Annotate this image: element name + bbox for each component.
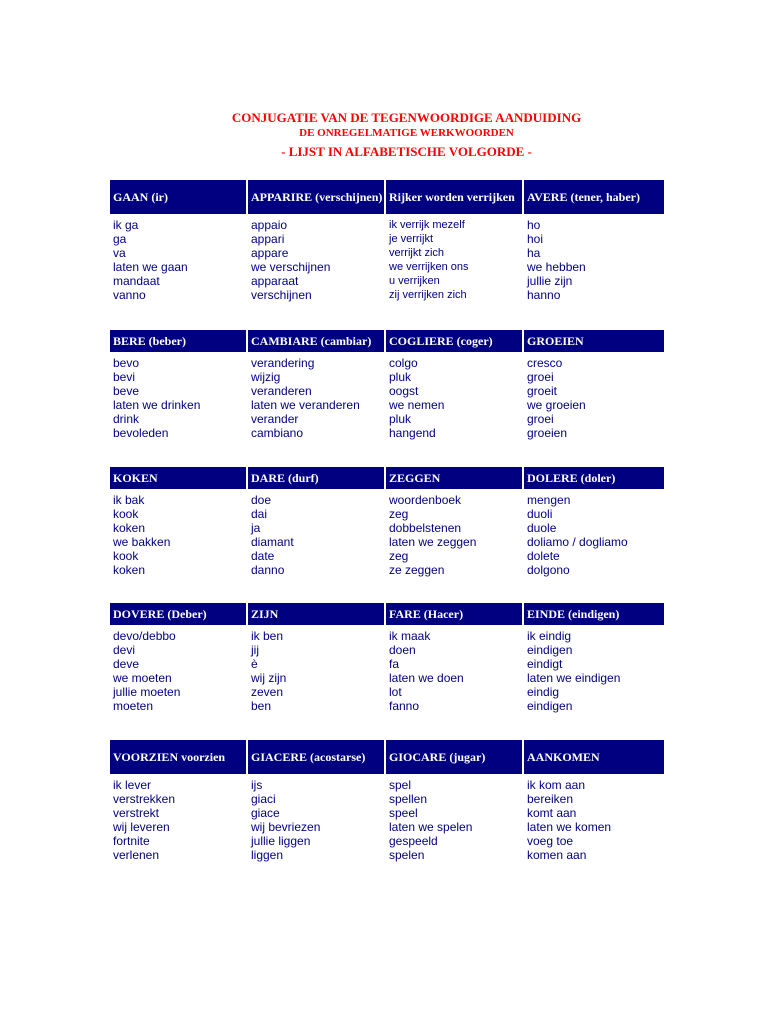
- verb-header: [110, 603, 246, 625]
- conjugation-form: verstrekken: [113, 792, 176, 806]
- conjugation-column: [524, 356, 662, 440]
- conjugation-form: komt aan: [527, 806, 577, 820]
- verb-block: [110, 180, 666, 302]
- conjugation-form: kook: [113, 507, 139, 521]
- conjugation-form: wij bevriezen: [251, 820, 321, 834]
- title-line-2: DE ONREGELMATIGE WERKWOORDEN: [299, 127, 514, 139]
- verb-header-label: COGLIERE (coger): [389, 334, 493, 348]
- conjugation-column: [386, 778, 524, 862]
- verb-header: [386, 603, 522, 625]
- conjugation-form: verander: [251, 412, 299, 426]
- conjugation-form: giaci: [251, 792, 276, 806]
- conjugation-form: jij: [251, 643, 259, 657]
- conjugation-form: wij zijn: [251, 671, 287, 685]
- conjugation-form: liggen: [251, 848, 284, 862]
- verb-header-label: DARE (durf): [251, 471, 319, 485]
- conjugation-form: va: [113, 246, 126, 260]
- verb-header-label: BERE (beber): [113, 334, 186, 348]
- verb-header: [524, 180, 664, 214]
- verb-block: [110, 330, 666, 440]
- conjugation-form: mandaat: [113, 274, 160, 288]
- verb-header-label: ZIJN: [251, 607, 279, 621]
- conjugation-form: groei: [527, 412, 554, 426]
- conjugation-columns: [110, 629, 666, 713]
- conjugation-form: woordenboek: [389, 493, 462, 507]
- conjugation-form: koken: [113, 521, 146, 535]
- conjugation-form: è: [251, 657, 258, 671]
- conjugation-form: ho: [527, 218, 541, 232]
- conjugation-form: ga: [113, 232, 127, 246]
- conjugation-form: laten we spelen: [389, 820, 473, 834]
- conjugation-form: lot: [389, 685, 402, 699]
- conjugation-form: appaio: [251, 218, 288, 232]
- verb-header-label: Rijker worden verrijken: [389, 190, 515, 204]
- conjugation-form: mengen: [527, 493, 571, 507]
- conjugation-form: jullie liggen: [251, 834, 311, 848]
- conjugation-form: gespeeld: [389, 834, 438, 848]
- conjugation-form: kook: [113, 549, 139, 563]
- conjugation-form: zeg: [389, 507, 409, 521]
- conjugation-form: voeg toe: [527, 834, 574, 848]
- title-line-3: - LIJST IN ALFABETISCHE VOLGORDE -: [281, 144, 532, 159]
- verb-header-label: GAAN (ir): [113, 190, 168, 204]
- conjugation-form: ik lever: [113, 778, 152, 792]
- conjugation-form: zeven: [251, 685, 284, 699]
- conjugation-form: je verrijkt: [389, 233, 434, 245]
- conjugation-column: [248, 356, 386, 440]
- conjugation-form: we groeien: [527, 398, 586, 412]
- conjugation-form: pluk: [389, 412, 412, 426]
- conjugation-column: [248, 218, 386, 302]
- conjugation-column: [524, 629, 662, 713]
- title-block: [0, 110, 768, 162]
- conjugation-form: fanno: [389, 699, 420, 713]
- verb-header: [386, 467, 522, 489]
- conjugation-form: bereiken: [527, 792, 574, 806]
- conjugation-form: we verrijken ons: [389, 261, 469, 273]
- conjugation-column: [110, 629, 248, 713]
- conjugation-form: ik ben: [251, 629, 284, 643]
- verb-header-row: [110, 180, 666, 214]
- verb-header: [248, 740, 384, 774]
- conjugation-form: moeten: [113, 699, 154, 713]
- conjugation-form: spel: [389, 778, 412, 792]
- conjugation-form: doen: [389, 643, 416, 657]
- verb-header-label: GIACERE (acostarse): [251, 750, 366, 764]
- conjugation-form: giace: [251, 806, 280, 820]
- conjugation-form: hoi: [527, 232, 544, 246]
- conjugation-form: ja: [251, 521, 261, 535]
- conjugation-form: laten we drinken: [113, 398, 201, 412]
- verb-block: [110, 603, 666, 713]
- conjugation-form: bevi: [113, 370, 136, 384]
- conjugation-form: we moeten: [113, 671, 172, 685]
- conjugation-form: laten we doen: [389, 671, 464, 685]
- conjugation-column: [524, 493, 662, 577]
- conjugation-column: [386, 356, 524, 440]
- verb-header: [386, 180, 522, 214]
- verb-header-label: DOVERE (Deber): [113, 607, 207, 621]
- conjugation-form: verrijkt zich: [389, 247, 445, 259]
- conjugation-form: jullie moeten: [113, 685, 181, 699]
- conjugation-form: beve: [113, 384, 140, 398]
- conjugation-columns: [110, 778, 666, 862]
- verb-header-row: [110, 467, 666, 489]
- conjugation-column: [386, 218, 524, 302]
- conjugation-form: cresco: [527, 356, 563, 370]
- verb-block: [110, 740, 666, 862]
- conjugation-form: jullie zijn: [527, 274, 573, 288]
- conjugation-form: bevo: [113, 356, 140, 370]
- conjugation-form: hangend: [389, 426, 436, 440]
- conjugation-column: [524, 778, 662, 862]
- conjugation-form: deve: [113, 657, 140, 671]
- conjugation-form: zeg: [389, 549, 409, 563]
- verb-header: [524, 467, 664, 489]
- conjugation-form: devo/debbo: [113, 629, 176, 643]
- conjugation-form: koken: [113, 563, 146, 577]
- conjugation-form: eindigen: [527, 699, 573, 713]
- verb-block: [110, 467, 666, 577]
- conjugation-form: ik ga: [113, 218, 139, 232]
- verb-header: [110, 740, 246, 774]
- verb-header-label: KOKEN: [113, 471, 158, 485]
- conjugation-form: veranderen: [251, 384, 312, 398]
- conjugation-form: dai: [251, 507, 268, 521]
- conjugation-form: drink: [113, 412, 140, 426]
- conjugation-form: danno: [251, 563, 285, 577]
- conjugation-form: duole: [527, 521, 557, 535]
- verb-header: [248, 330, 384, 352]
- verb-header-label: VOORZIEN voorzien: [113, 750, 226, 764]
- conjugation-form: laten we gaan: [113, 260, 188, 274]
- conjugation-form: ik kom aan: [527, 778, 586, 792]
- conjugation-form: date: [251, 549, 275, 563]
- verb-header-label: EINDE (eindigen): [527, 607, 620, 621]
- conjugation-form: pluk: [389, 370, 412, 384]
- conjugation-column: [110, 218, 248, 302]
- conjugation-column: [248, 778, 386, 862]
- conjugation-form: dolgono: [527, 563, 570, 577]
- conjugation-form: laten we veranderen: [251, 398, 360, 412]
- conjugation-form: groeien: [527, 426, 568, 440]
- verb-header-row: [110, 603, 666, 625]
- conjugation-form: verandering: [251, 356, 315, 370]
- conjugation-form: duoli: [527, 507, 553, 521]
- conjugation-column: [386, 493, 524, 577]
- verb-header: [110, 467, 246, 489]
- conjugation-form: verschijnen: [251, 288, 312, 302]
- conjugation-form: doe: [251, 493, 272, 507]
- conjugation-columns: [110, 218, 666, 302]
- conjugation-form: spelen: [389, 848, 425, 862]
- verb-header: [110, 180, 246, 214]
- conjugation-form: fortnite: [113, 834, 150, 848]
- conjugation-columns: [110, 356, 666, 440]
- conjugation-form: ik verrijk mezelf: [389, 219, 465, 231]
- verb-header-label: FARE (Hacer): [389, 607, 464, 621]
- conjugation-form: devi: [113, 643, 136, 657]
- conjugation-form: speel: [389, 806, 418, 820]
- conjugation-column: [524, 218, 662, 302]
- conjugation-form: apparaat: [251, 274, 299, 288]
- conjugation-form: wij leveren: [113, 820, 170, 834]
- conjugation-form: we verschijnen: [251, 260, 331, 274]
- conjugation-column: [110, 493, 248, 577]
- conjugation-form: komen aan: [527, 848, 587, 862]
- conjugation-form: we bakken: [113, 535, 171, 549]
- verb-header: [524, 330, 664, 352]
- conjugation-form: groeit: [527, 384, 558, 398]
- conjugation-form: ha: [527, 246, 541, 260]
- conjugation-form: colgo: [389, 356, 418, 370]
- conjugation-form: diamant: [251, 535, 294, 549]
- conjugation-form: eindigt: [527, 657, 563, 671]
- conjugation-form: ik maak: [389, 629, 431, 643]
- verb-header-label: GROEIEN: [527, 334, 584, 348]
- conjugation-form: ik eindig: [527, 629, 572, 643]
- verb-header-label: AVERE (tener, haber): [527, 190, 640, 204]
- conjugation-column: [248, 493, 386, 577]
- conjugation-form: doliamo / dogliamo: [527, 535, 628, 549]
- conjugation-column: [110, 356, 248, 440]
- conjugation-form: we nemen: [389, 398, 445, 412]
- verb-header: [248, 603, 384, 625]
- conjugation-form: spellen: [389, 792, 428, 806]
- verb-header-label: AANKOMEN: [527, 750, 600, 764]
- conjugation-column: [386, 629, 524, 713]
- conjugation-form: laten we eindigen: [527, 671, 621, 685]
- conjugation-form: eindigen: [527, 643, 573, 657]
- verb-header: [110, 330, 246, 352]
- verb-header-row: [110, 740, 666, 774]
- conjugation-form: ik bak: [113, 493, 145, 507]
- conjugation-form: cambiano: [251, 426, 304, 440]
- conjugation-form: oogst: [389, 384, 419, 398]
- conjugation-form: fa: [389, 657, 400, 671]
- conjugation-form: vanno: [113, 288, 146, 302]
- verb-header-label: GIOCARE (jugar): [389, 750, 486, 764]
- conjugation-form: u verrijken: [389, 275, 440, 287]
- conjugation-form: dobbelstenen: [389, 521, 462, 535]
- verb-header: [248, 180, 384, 214]
- conjugation-form: appare: [251, 246, 289, 260]
- conjugation-form: hanno: [527, 288, 561, 302]
- verb-header: [386, 330, 522, 352]
- conjugation-form: dolete: [527, 549, 560, 563]
- conjugation-form: groei: [527, 370, 554, 384]
- conjugation-form: zij verrijken zich: [389, 289, 467, 301]
- verb-header-label: APPARIRE (verschijnen): [251, 190, 383, 204]
- conjugation-column: [110, 778, 248, 862]
- conjugation-form: eindig: [527, 685, 560, 699]
- conjugation-form: appari: [251, 232, 285, 246]
- conjugation-columns: [110, 493, 666, 577]
- verb-header-label: DOLERE (doler): [527, 471, 616, 485]
- conjugation-form: ze zeggen: [389, 563, 445, 577]
- conjugation-form: laten we komen: [527, 820, 612, 834]
- conjugation-form: ijs: [251, 778, 263, 792]
- conjugation-form: bevoleden: [113, 426, 169, 440]
- verb-header: [386, 740, 522, 774]
- verb-header: [524, 603, 664, 625]
- verb-header: [524, 740, 664, 774]
- conjugation-form: wijzig: [251, 370, 281, 384]
- verb-header-label: ZEGGEN: [389, 471, 441, 485]
- conjugation-form: verlenen: [113, 848, 160, 862]
- conjugation-form: ben: [251, 699, 272, 713]
- verb-header-row: [110, 330, 666, 352]
- conjugation-form: verstrekt: [113, 806, 160, 820]
- conjugation-form: we hebben: [527, 260, 586, 274]
- conjugation-column: [248, 629, 386, 713]
- conjugation-form: laten we zeggen: [389, 535, 477, 549]
- title-line-1: CONJUGATIE VAN DE TEGENWOORDIGE AANDUIDING: [231, 110, 582, 125]
- verb-header-label: CAMBIARE (cambiar): [251, 334, 372, 348]
- verb-header: [248, 467, 384, 489]
